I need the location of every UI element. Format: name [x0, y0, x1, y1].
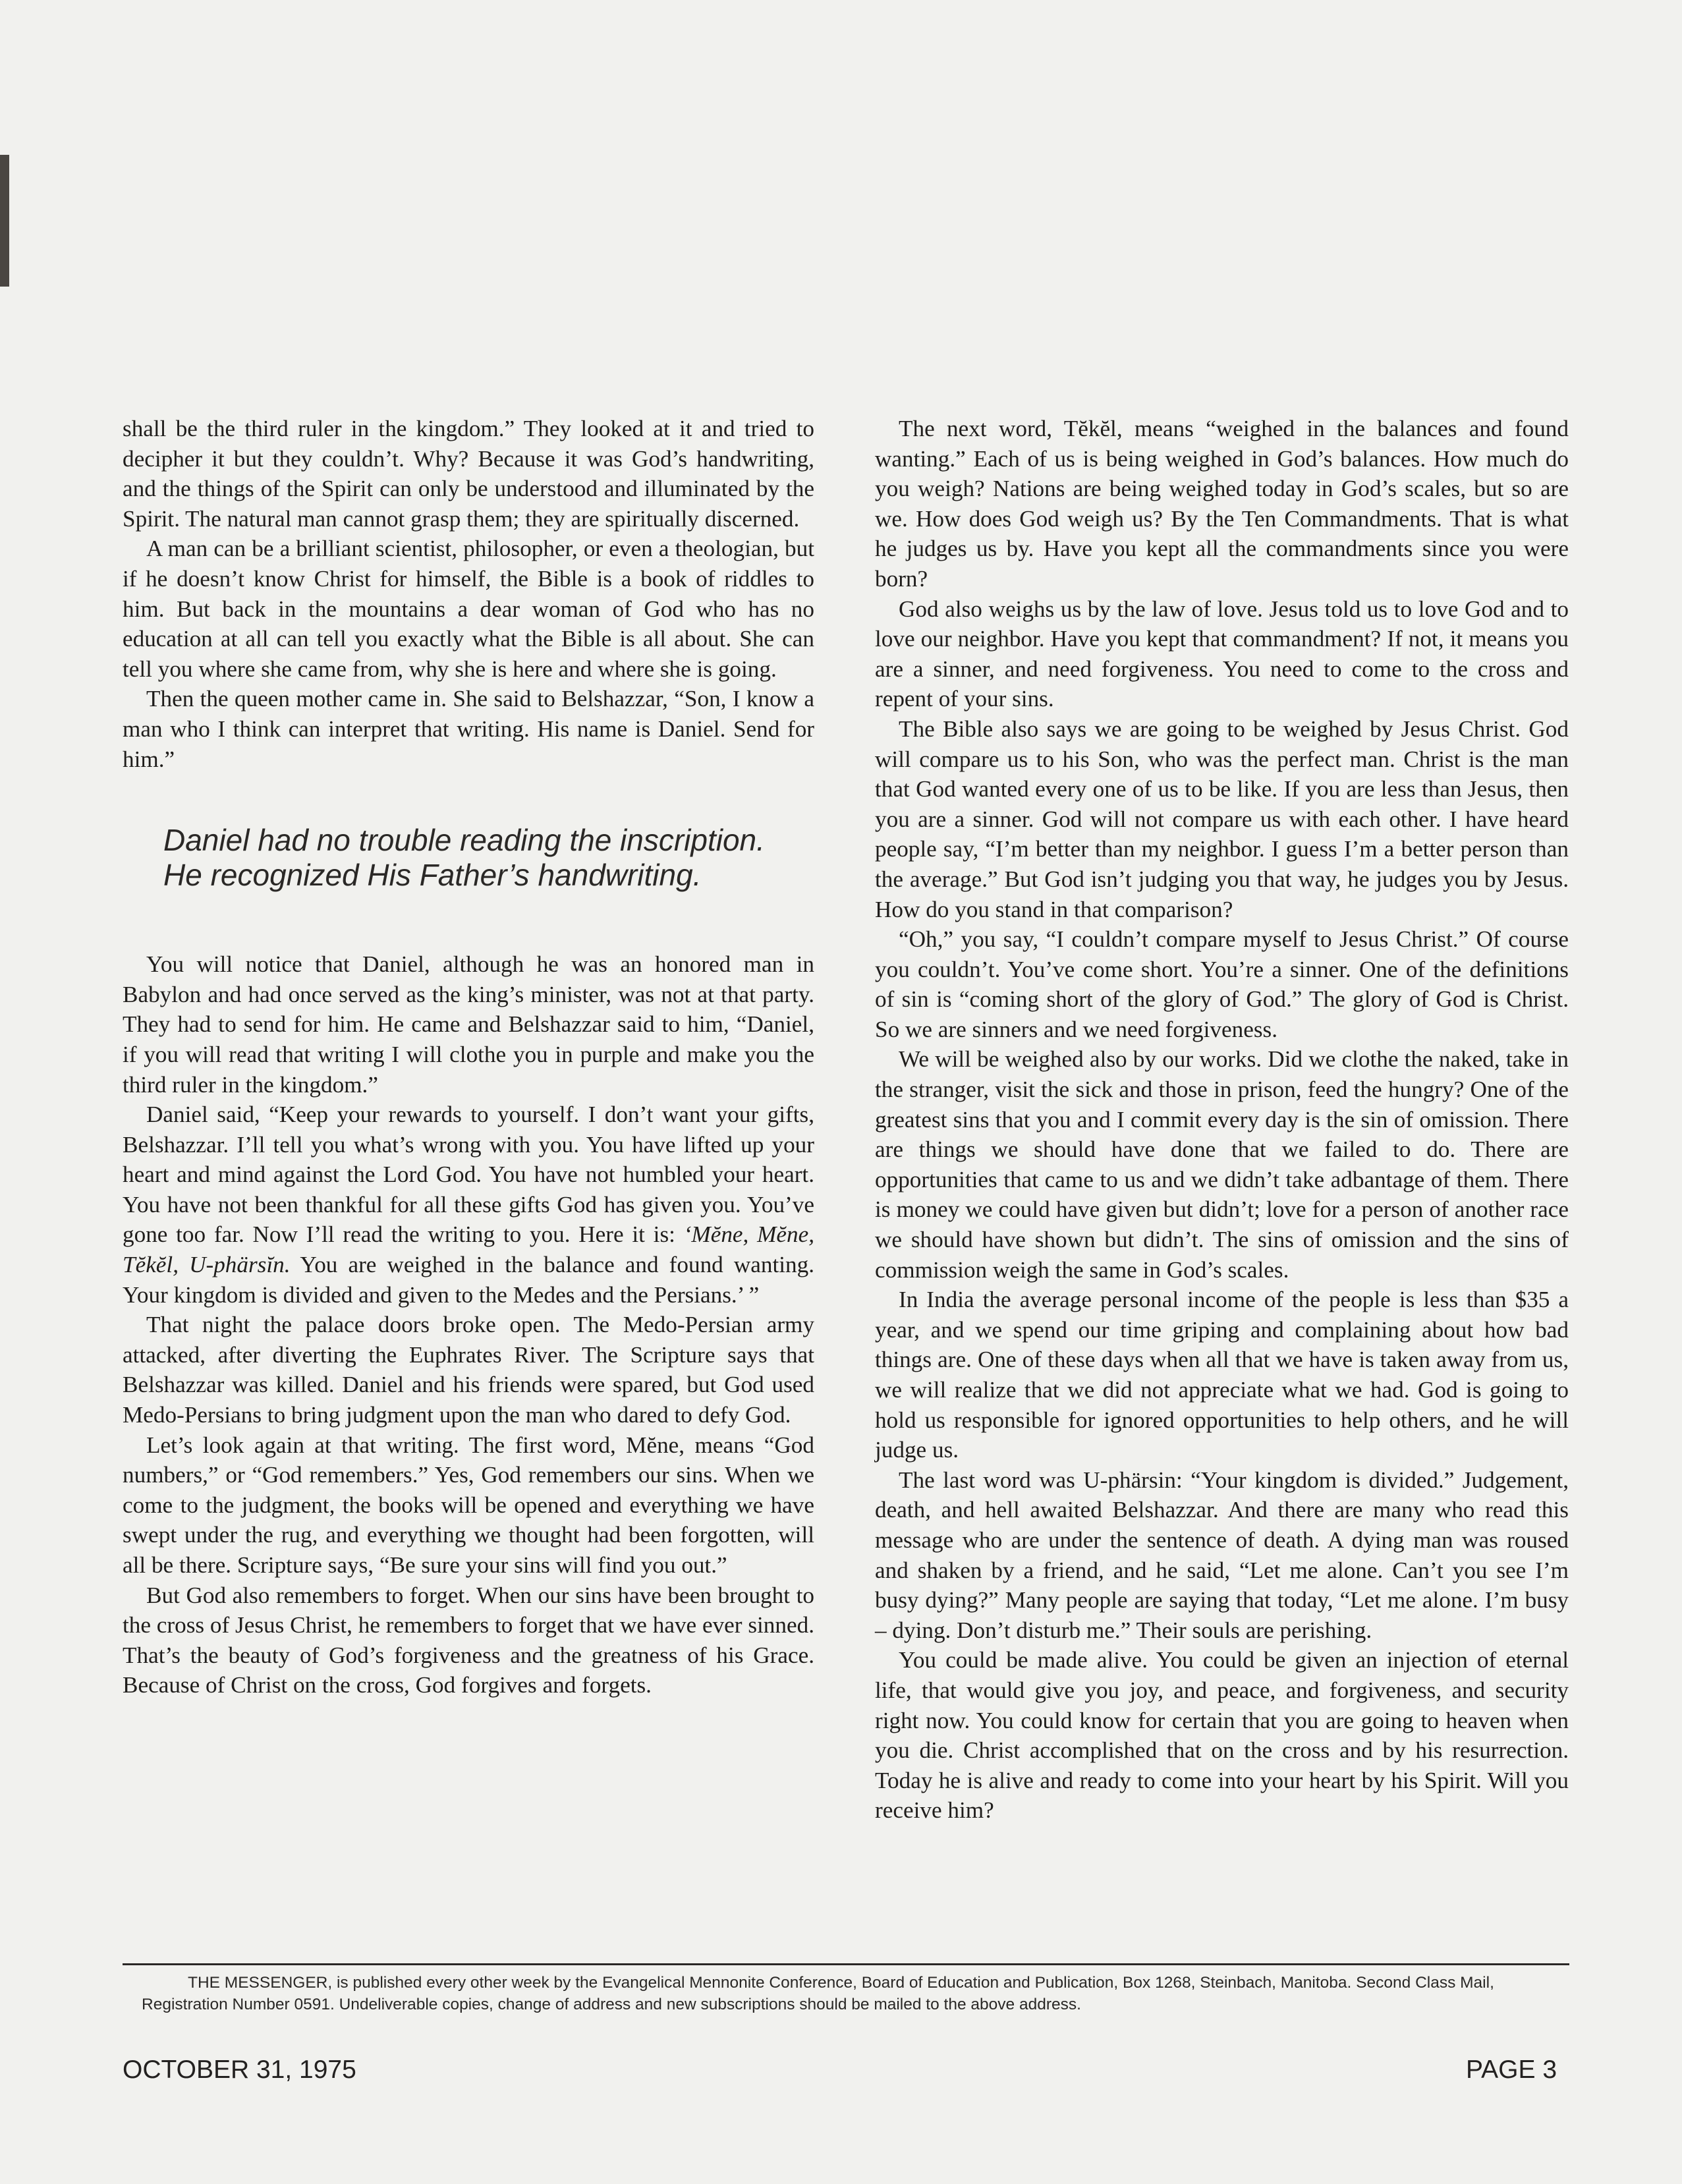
body-paragraph: “Oh,” you say, “I couldn’t compare myself to Jesus Christ.” Of course you couldn’t. You’ve come short. You’re a sinner. One of the definitions of sin is “coming short of the glory of God.” The glory of God is Christ. So we are sinners and we need forgiveness.	[875, 926, 1569, 1042]
body-paragraph	[123, 1100, 814, 1310]
body-paragraph: The Bible also says we are going to be weighed by Jesus Christ. God will compare us to his Son, who was the perfect man. Christ is the man that God wanted every one of us to be like. If you are less than Jesus, then you are a sinner. God will not compare us with each other. I have heard people say, “I’m better than my neighbor. I guess I’m a better person than the average.” But God isn’t judging you that way, he judges you by Jesus. How do you stand in that comparison?	[875, 715, 1569, 922]
body-paragraph: You could be made alive. You could be given an injection of eternal life, that would give you joy, and peace, and forgiveness, and security right now. You could know for certain that you are going to heaven when you die. Christ accomplished that on the cross and by his resurrection. Today he is alive and ready to come into your heart by his Spirit. Will you receive him?	[875, 1647, 1569, 1824]
body-paragraph: A man can be a brilliant scientist, philosopher, or even a theologian, but if he doesn’t know Christ for himself, the Bible is a book of riddles to him. But back in the mountains a dear woman of God who has no education at all can tell you exactly what the Bible is all about. She can tell you where she came from, why she is here and where she is going.	[123, 536, 814, 682]
binding-edge-mark	[0, 155, 9, 287]
body-paragraph: Let’s look again at that writing. The first word, Mĕne, means “God numbers,” or “God remembers.” Yes, God remembers our sins. When we come to the judgment, the books will be opened and everything we have swept under the rug, and everything we thought had been forgotten, will all be there. Scripture says, “Be sure your sins will find you out.”	[123, 1432, 814, 1578]
right-column	[875, 414, 1569, 1826]
body-paragraph: The last word was U-phärsin: “Your kingdom is divided.” Judgement, death, and hell awaited Belshazzar. And there are many who read this message who are under the sentence of death. A dying man was roused and shaken by a friend, and he said, “Let me alone. Can’t you see I’m busy dying?” Many people are saying that today, “Let me alone. I’m busy – dying. Don’t disturb me.” Their souls are perishing.	[875, 1467, 1569, 1643]
inscription-text: ‘Mĕne, Mĕne, Tĕkĕl, U-phärsĭn.	[123, 1221, 815, 1278]
page-number: PAGE 3	[1466, 2056, 1557, 2084]
body-paragraph: We will be weighed also by our works. Did we clothe the naked, take in the stranger, visit the sick and those in prison, feed the hungry? One of the greatest sins that you and I commit every day is the sin of omission. There are things we should have done that we failed to do. There are opportunities that came to us and we didn’t take adbantage of them. There is money we could have given but didn’t; love for a person of another race we should have shown but didn’t. The sins of omission and the sins of commission weigh the same in God’s scales.	[875, 1046, 1569, 1283]
left-column	[123, 414, 814, 1700]
body-paragraph: You will notice that Daniel, although he was an honored man in Babylon and had once served as the king’s minister, was not at that party. They had to send for him. He came and Belshazzar said to him, “Daniel, if you will read that writing I will clothe you in purple and make you the third ruler in the kingdom.”	[123, 951, 814, 1098]
issue-date: OCTOBER 31, 1975	[123, 2056, 356, 2084]
footer-divider	[123, 1963, 1569, 1965]
body-paragraph: shall be the third ruler in the kingdom.” They looked at it and tried to decipher it but they couldn’t. Why? Because it was God’s handwriting, and the things of the Spirit can only be understood and illuminated by the Spirit. The natural man cannot grasp them; they are spiritually discerned.	[123, 416, 814, 532]
body-paragraph: But God also remembers to forget. When our sins have been brought to the cross of Jesus Christ, he remembers to forget that we have ever sinned. That’s the beauty of God’s forgiveness and the greatness of his Grace. Because of Christ on the cross, God forgives and forgets.	[123, 1582, 814, 1698]
paragraph-text: Daniel said, “Keep your rewards to yourself. I don’t want your gifts, Belshazzar. I’ll tell you what’s wrong with you. You have lifted up your heart and mind against the Lord God. You have not humbled your heart. You have not been thankful for all these gifts God has given you. You’ve gone too far. Now I’ll read the writing to you. Here it is:	[123, 1102, 814, 1248]
body-paragraph: The next word, Tĕkĕl, means “weighed in the balances and found wanting.” Each of us is being weighed in God’s balances. How much do you weigh? Nations are being weighed today in God’s scales, but so are we. How does God weigh us? By the Ten Commandments. That is what he judges us by. Have you kept all the commandments since you were born?	[875, 416, 1569, 592]
paragraph-text: You are weighed in the balance and found wanting. Your kingdom is divided and given to the Medes and the Persians.’ ”	[123, 1252, 814, 1308]
pull-quote: Daniel had no trouble reading the inscription. He recognized His Father’s handwriting.	[163, 823, 765, 893]
publication-note: THE MESSENGER, is published every other week by the Evangelical Mennonite Conference, Board of Education and Publication, Box 1268, Steinbach, Manitoba. Second Class Mail, Registration Number 0591. Undeliverable copies, change of address and new subscriptions should be mailed to the above address.	[142, 1974, 1494, 2013]
body-paragraph: Then the queen mother came in. She said to Belshazzar, “Son, I know a man who I think can interpret that writing. His name is Daniel. Send for him.”	[123, 686, 814, 772]
body-paragraph: God also weighs us by the law of love. Jesus told us to love God and to love our neighbor. Have you kept that commandment? If not, it means you are a sinner, and need forgiveness. You need to come to the cross and repent of your sins.	[875, 596, 1569, 712]
body-paragraph: That night the palace doors broke open. The Medo-Persian army attacked, after diverting the Euphrates River. The Scripture says that Belshazzar was killed. Daniel and his friends were spared, but God used Medo-Persians to bring judgment upon the man who dared to defy God.	[123, 1312, 814, 1428]
body-paragraph: In India the average personal income of the people is less than $35 a year, and we spend our time griping and complaining about how bad things are. One of these days when all that we have is taken away from us, we will realize that we did not appreciate what we had. God is going to hold us responsible for ignored opportunities to help others, and he will judge us.	[875, 1287, 1569, 1463]
